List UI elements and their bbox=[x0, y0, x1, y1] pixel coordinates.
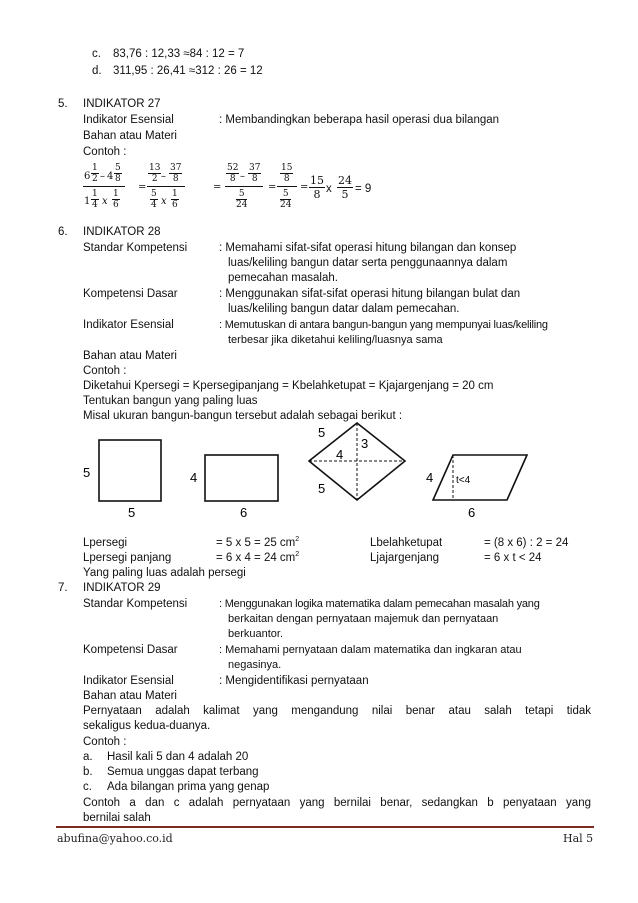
section5-number: 5. bbox=[58, 98, 68, 110]
section6-kd-label: Kompetensi Dasar bbox=[83, 288, 178, 300]
section6-contoh: Contoh : bbox=[83, 365, 127, 377]
section6-sk-line2: luas/keliling bangun datar serta penggunaannya dalam bbox=[228, 257, 508, 269]
parallelogram-bottom-label: 6 bbox=[468, 505, 476, 520]
rectangle-shape bbox=[205, 455, 278, 501]
section7-item-c-text: Ada bilangan prima yang genap bbox=[107, 781, 270, 793]
section6-sk-label: Standar Kompetensi bbox=[83, 242, 188, 254]
section6-bahan: Bahan atau Materi bbox=[83, 350, 177, 362]
section7-ie-label: Indikator Esensial bbox=[83, 675, 174, 687]
section7-kd-line1: : Memahami pernyataan dalam matematika dan ingkaran atau bbox=[219, 644, 522, 656]
square-bottom-label: 5 bbox=[128, 505, 136, 520]
equals-4: = bbox=[300, 182, 309, 193]
square-shape bbox=[99, 440, 161, 501]
section6-ie-line2: terbesar jika diketahui keliling/luasnya sama bbox=[228, 334, 443, 346]
section7-sk-line3: berkuantor. bbox=[228, 628, 284, 640]
section6-conclusion: Yang paling luas adalah persegi bbox=[83, 567, 246, 579]
section7-para1: Pernyataan adalah kalimat yang mengandung nilai benar atau salah tetapi tidak bbox=[83, 705, 591, 717]
section7-kd-line2: negasinya. bbox=[228, 659, 282, 671]
rhombus-top-label: 5 bbox=[318, 425, 326, 440]
section6-sk-line3: pemecahan masalah. bbox=[228, 272, 338, 284]
square-side-label: 5 bbox=[83, 465, 91, 480]
section7-kd-label: Kompetensi Dasar bbox=[83, 644, 178, 656]
equals-2: = bbox=[213, 182, 222, 193]
section7-sk-label: Standar Kompetensi bbox=[83, 598, 188, 610]
section7-item-a-marker: a. bbox=[83, 751, 93, 763]
section5-contoh: Contoh : bbox=[83, 146, 127, 158]
lbelahketupat-label: Lbelahketupat bbox=[370, 537, 443, 549]
section6-kd-line1: : Menggunakan sifat-sifat operasi hitung bilangan bulat dan bbox=[219, 288, 521, 300]
section6-ie-label: Indikator Esensial bbox=[83, 319, 174, 331]
section7-title: INDIKATOR 29 bbox=[83, 582, 161, 594]
section6-ie-line1: : Memutuskan di antara bangun-bangun yang mempunyai luas/keliling bbox=[219, 319, 548, 331]
section6-line-tentukan: Tentukan bangun yang paling luas bbox=[83, 395, 258, 407]
lpersegi-label: Lpersegi bbox=[83, 537, 128, 549]
ljajargenjang-value: = 6 x t < 24 bbox=[484, 552, 542, 564]
parallelogram-side-label: 4 bbox=[426, 470, 434, 485]
item-c-marker: c. bbox=[92, 48, 101, 60]
parallelogram-height-label: t<4 bbox=[456, 475, 471, 486]
ljajargenjang-label: Ljajargenjang bbox=[370, 552, 440, 564]
section6-kd-line2: luas/keliling bangun datar dalam pemecahan. bbox=[228, 303, 460, 315]
section5-title: INDIKATOR 27 bbox=[83, 98, 161, 110]
section7-number: 7. bbox=[58, 582, 68, 594]
footer-email: abufina@yahoo.co.id bbox=[57, 832, 173, 845]
rhombus-bottom-label: 5 bbox=[318, 481, 326, 496]
parallelogram-shape bbox=[433, 455, 527, 500]
section5-bahan: Bahan atau Materi bbox=[83, 130, 177, 142]
section7-closing1: Contoh a dan c adalah pernyataan yang bernilai benar, sedangkan b penyataan yang bbox=[83, 797, 591, 809]
section5-indikator-label: Indikator Esensial bbox=[83, 114, 174, 126]
rhombus-diag-top-label: 3 bbox=[361, 436, 369, 451]
section7-item-b-marker: b. bbox=[83, 766, 93, 778]
item-d-text: 311,95 : 26,41 ≈312 : 26 = 12 bbox=[113, 65, 263, 77]
rhombus-diag-left-label: 4 bbox=[336, 447, 344, 462]
equals-3: = bbox=[268, 182, 277, 193]
section6-sk-line1: : Memahami sifat-sifat operasi hitung bilangan dan konsep bbox=[219, 242, 517, 254]
section6-line-misal: Misal ukuran bangun-bangun tersebut adalah sebagai berikut : bbox=[83, 410, 403, 422]
footer-divider bbox=[56, 826, 594, 828]
section7-closing2: bernilai salah bbox=[83, 812, 151, 824]
lpersegipanjang-label: Lpersegi panjang bbox=[83, 552, 172, 564]
section7-item-a-text: Hasil kali 5 dan 4 adalah 20 bbox=[107, 751, 249, 763]
section7-item-c-marker: c. bbox=[83, 781, 92, 793]
section7-ie-value: : Mengidentifikasi pernyataan bbox=[219, 675, 369, 687]
section7-para2: sekaligus kedua-duanya. bbox=[83, 720, 211, 732]
section7-contoh: Contoh : bbox=[83, 736, 127, 748]
section6-title: INDIKATOR 28 bbox=[83, 226, 161, 238]
rectangle-bottom-label: 6 bbox=[240, 505, 248, 520]
section6-line-diketahui: Diketahui Kpersegi = Kpersegipanjang = Kbelahketupat = Kjajargenjang = 20 cm bbox=[83, 380, 494, 392]
rectangle-side-label: 4 bbox=[190, 470, 198, 485]
footer-page-number: Hal 5 bbox=[563, 832, 594, 845]
section6-number: 6. bbox=[58, 226, 68, 238]
section7-item-b-text: Semua unggas dapat terbang bbox=[107, 766, 259, 778]
item-d-marker: d. bbox=[92, 65, 102, 77]
item-c-text: 83,76 : 12,33 ≈84 : 12 = 7 bbox=[113, 48, 245, 60]
lbelahketupat-value: = (8 x 6) : 2 = 24 bbox=[484, 537, 569, 549]
lpersegi-value: = 5 x 5 = 25 $cm^2$ bbox=[216, 536, 300, 549]
equals-1: = bbox=[138, 182, 147, 193]
section7-sk-line1: : Menggunakan logika matematika dalam pemecahan masalah yang bbox=[219, 598, 540, 610]
section7-sk-line2: berkaitan dengan pernyataan majemuk dan pernyataan bbox=[228, 613, 499, 625]
lpersegipanjang-value: = 6 x 4 = 24 $cm^2$ bbox=[216, 551, 300, 564]
section5-indikator-value: : Membandingkan beberapa hasil operasi dua bilangan bbox=[219, 114, 500, 126]
section7-bahan: Bahan atau Materi bbox=[83, 690, 177, 702]
